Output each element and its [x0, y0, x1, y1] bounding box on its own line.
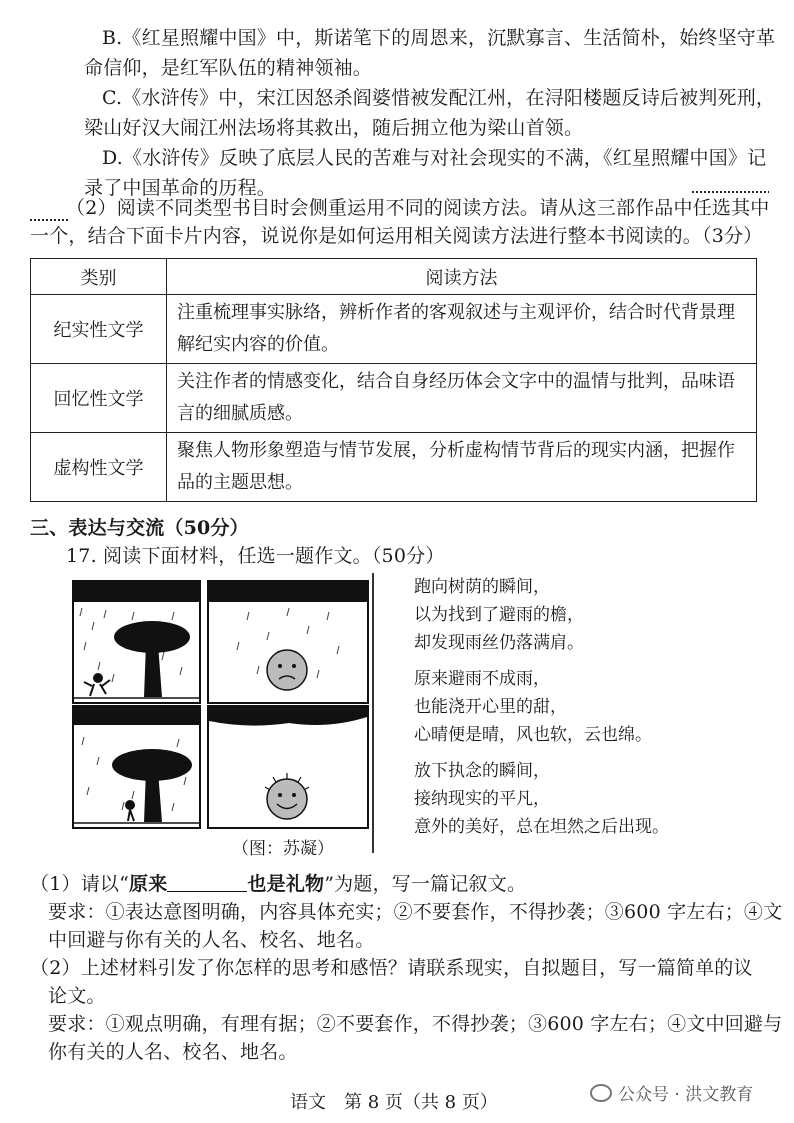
comic-tree-rain-image — [74, 707, 199, 827]
topic-2-requirements-2: 你有关的人名、校名、地名。 — [48, 1041, 298, 1063]
question-2-text-b: ，结合下面卡片内容，说说你是如何运用相关阅读方法进行整本书阅读的。（3分） — [68, 225, 763, 247]
watermark-text: 公众号 · 洪文教育 — [618, 1085, 754, 1105]
question-2-text-a: （2）阅读不同类型书目时会侧重运用不同的阅读方法。请从这三部作品中 — [66, 197, 693, 219]
topic-1-prompt — [30, 872, 526, 896]
table-row — [31, 433, 757, 502]
comic-caption: （图：苏凝） — [232, 839, 334, 859]
topic-1-requirements-2: 中回避与你有关的人名、校名、地名。 — [48, 929, 375, 951]
question-2-emphasis-b: 一个 — [30, 225, 69, 247]
comic-panel-1 — [72, 580, 201, 704]
poem-line: 心晴便是晴，风也软，云也绵。 — [414, 725, 652, 745]
row-method: 关注作者的情感变化，结合自身经历体会文字中的温情与批判，品味语言的细腻质感。 — [167, 364, 757, 433]
topic-1-requirements-1: 要求：①表达意图明确，内容具体充实；②不要套作，不得抄袭；③600 字左右；④文 — [48, 901, 783, 923]
option-c-line1: C.《水浒传》中，宋江因怒杀阎婆惜被发配江州，在浔阳楼题反诗后被判死刑， — [102, 87, 776, 109]
topic-2-prompt-1: （2）上述材料引发了你怎样的思考和感悟？请联系现实，自拟题目，写一篇简单的议 — [30, 957, 753, 979]
comic-panel-3 — [72, 705, 201, 829]
question-2-line1 — [66, 196, 770, 220]
topic-1-prefix: （1）请以“ — [30, 873, 130, 895]
section-3-title: 三、表达与交流（50分） — [30, 517, 249, 539]
row-method: 聚焦人物形象塑造与情节发展，分析虚构情节背后的现实内涵，把握作品的主题思想。 — [167, 433, 757, 502]
poem-line: 意外的美好，总在坦然之后出现。 — [414, 817, 669, 837]
topic-1-title-a: 原来 — [129, 873, 168, 895]
comic-panel-4 — [207, 705, 369, 829]
table-header-row — [31, 259, 757, 295]
title-blank — [167, 873, 247, 892]
poem-line: 跑向树荫的瞬间， — [414, 577, 550, 597]
option-d-line2: 录了中国革命的历程。 — [84, 177, 277, 199]
reading-methods-table — [30, 258, 757, 502]
row-category: 纪实性文学 — [31, 295, 167, 364]
table-row — [31, 364, 757, 433]
question-2-emphasis-a: 任选其中 — [692, 197, 770, 219]
option-b-line1: B.《红星照耀中国》中，斯诺笔下的周恩来，沉默寡言、生活简朴，始终坚守革 — [102, 27, 776, 49]
poem-line: 以为找到了避雨的檐， — [414, 605, 584, 625]
topic-2-requirements-1: 要求：①观点明确，有理有据；②不要套作，不得抄袭；③600 字左右；④文中回避与 — [48, 1013, 783, 1035]
question-17: 17. 阅读下面材料，任选一题作文。（50分） — [66, 545, 445, 567]
poem-line: 却发现雨丝仍落满肩。 — [414, 633, 584, 653]
option-c-line2: 梁山好汉大闹江州法场将其救出，随后拥立他为梁山首领。 — [84, 117, 584, 139]
topic-1-suffix: ”为题，写一篇记叙文。 — [324, 873, 527, 895]
poem-line: 接纳现实的平凡， — [414, 789, 550, 809]
poem-line: 放下执念的瞬间， — [414, 761, 550, 781]
topic-1-title-b: 也是礼物 — [247, 873, 325, 895]
comic-panel-2 — [207, 580, 369, 704]
option-d-line1: D.《水浒传》反映了底层人民的苦难与对社会现实的不满，《红星照耀中国》记 — [102, 147, 767, 169]
wechat-icon — [590, 1084, 612, 1102]
option-b-line2: 命信仰，是红军队伍的精神领袖。 — [84, 57, 373, 79]
watermark — [590, 1080, 753, 1105]
row-category: 虚构性文学 — [31, 433, 167, 502]
comic-happy-face-image — [209, 707, 367, 827]
poem-line: 也能浇开心里的甜， — [414, 697, 567, 717]
row-category: 回忆性文学 — [31, 364, 167, 433]
page-footer: 语文 第 8 页（共 8 页） — [290, 1092, 498, 1113]
divider-line — [372, 573, 374, 853]
topic-2-prompt-2: 论文。 — [48, 985, 106, 1007]
comic-sad-face-image — [209, 582, 367, 702]
header-method: 阅读方法 — [167, 259, 757, 295]
poem-line: 原来避雨不成雨， — [414, 669, 550, 689]
table-row — [31, 295, 757, 364]
question-2-line2 — [30, 224, 762, 248]
row-method: 注重梳理事实脉络，辨析作者的客观叙述与主观评价，结合时代背景理解纪实内容的价值。 — [167, 295, 757, 364]
header-category: 类别 — [31, 259, 167, 295]
comic-rain-running-image — [74, 582, 199, 702]
